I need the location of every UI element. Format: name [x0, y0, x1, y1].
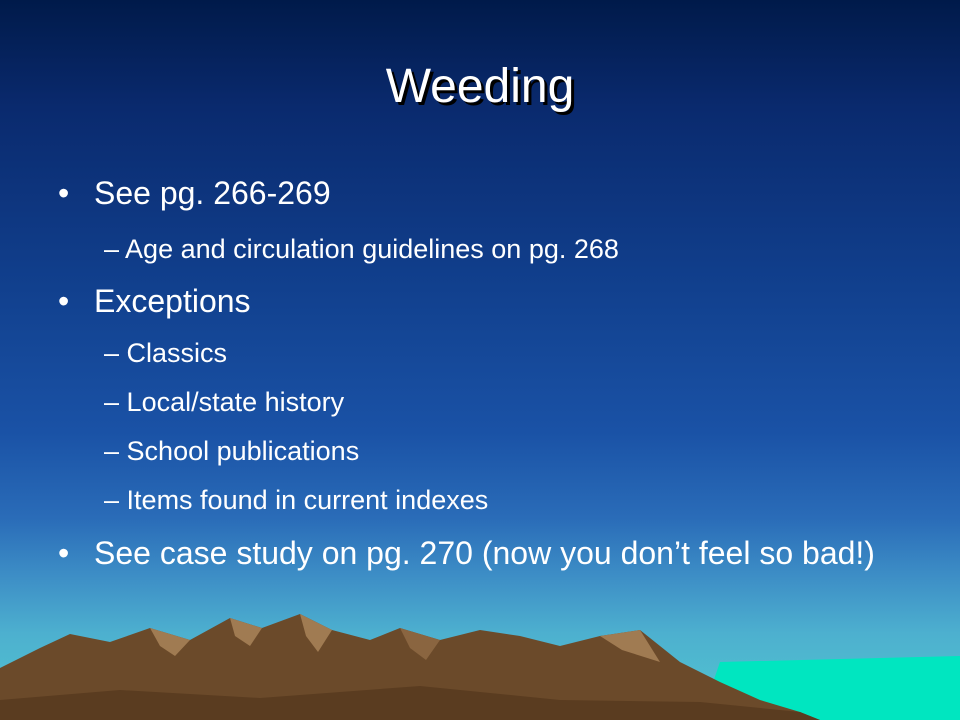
- dash-glyph: –: [104, 234, 120, 264]
- bullet-item: [58, 534, 894, 572]
- sub-bullet-text: Age and circulation guidelines on pg. 268: [125, 234, 619, 264]
- sub-bullet-text: Classics: [126, 338, 228, 368]
- dash-glyph: –: [104, 485, 120, 515]
- bullet-text: See case study on pg. 270 (now you don’t feel so bad!): [94, 535, 875, 571]
- bullet-glyph: •: [58, 535, 70, 571]
- dash-glyph: –: [104, 387, 120, 417]
- slide-title: Weeding: [385, 60, 575, 113]
- bullet-glyph: •: [58, 283, 70, 319]
- bullet-item: [58, 282, 894, 320]
- bullet-glyph: •: [58, 175, 70, 211]
- bullet-text: See pg. 266-269: [94, 175, 331, 211]
- sub-bullet-text: School publications: [126, 436, 360, 466]
- sub-bullet-item: [104, 337, 227, 369]
- sub-bullet-item: [104, 435, 359, 467]
- dash-glyph: –: [104, 338, 120, 368]
- bullet-text: Exceptions: [94, 283, 251, 319]
- bullet-item: [58, 174, 894, 212]
- dash-glyph: –: [104, 436, 120, 466]
- sub-bullet-item: [104, 386, 344, 418]
- sub-bullet-text: Local/state history: [126, 387, 345, 417]
- sub-bullet-item: [104, 233, 619, 265]
- sub-bullet-item: [104, 484, 488, 516]
- sub-bullet-text: Items found in current indexes: [126, 485, 489, 515]
